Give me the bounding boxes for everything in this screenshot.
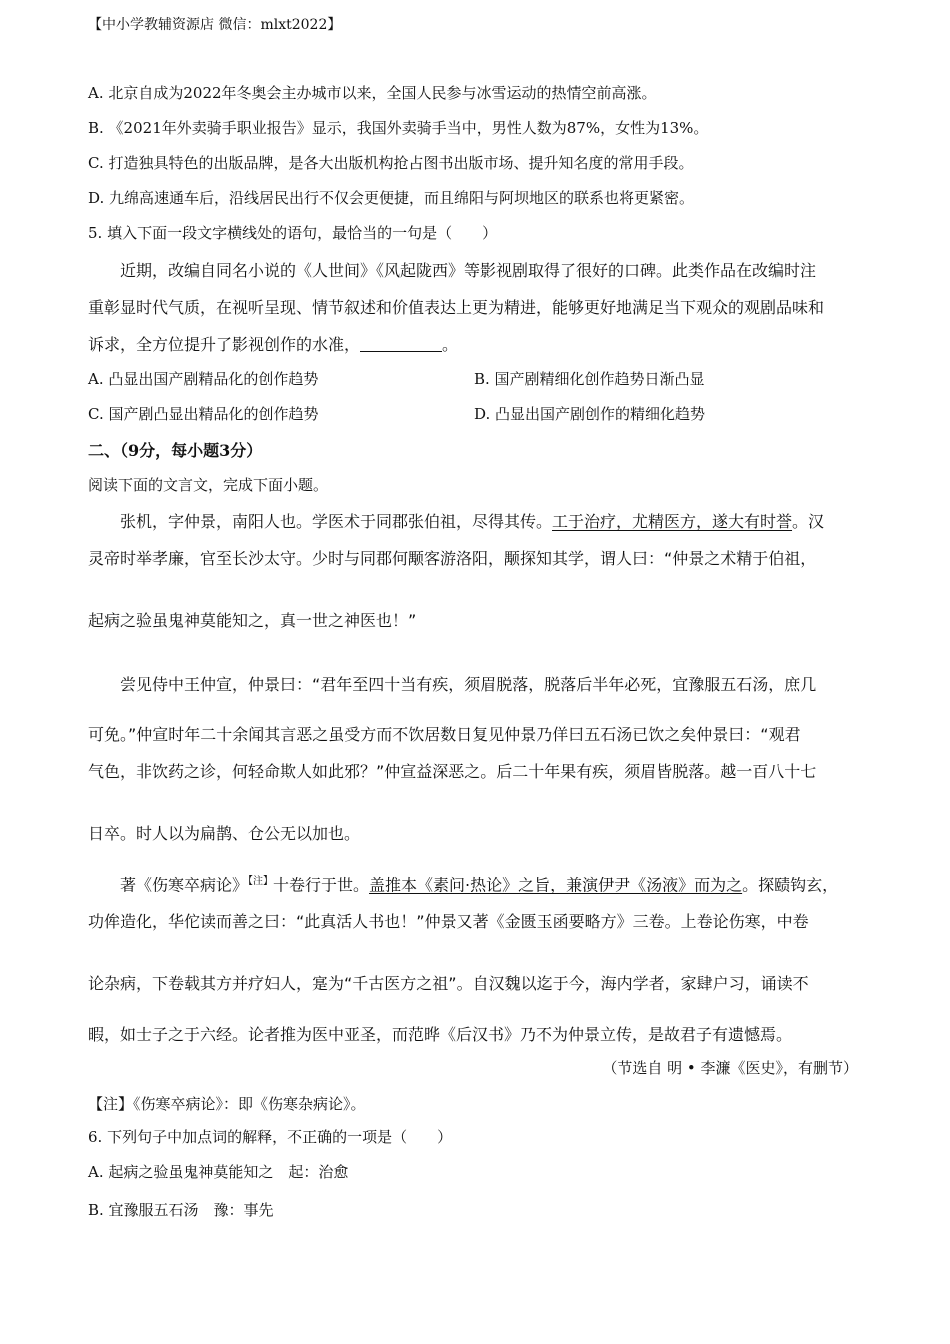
passage-text: 著《伤寒卒病论》 [120, 875, 249, 895]
underlined-sentence: 盖推本《素问·热论》之旨，兼演伊尹《汤液》而为之 [369, 875, 743, 895]
q4-option-a: A. 北京自成为2022年冬奥会主办城市以来，全国人民参与冰雪运动的热情空前高涨。 [88, 84, 657, 102]
passage-line: 功侔造化，华佗读而善之曰：“此真活人书也！”仲景又著《金匮玉函要略方》三卷。上卷论伤寒，中卷 [88, 912, 809, 931]
passage-line [120, 872, 838, 895]
passage-line: 气色，非饮药之诊，何轻命欺人如此邪？”仲宣益深恶之。后二十年果有疾，须眉皆脱落。越一百八十七 [88, 762, 817, 781]
passage-line: 可免。”仲宣时年二十余闻其言恶之虽受方而不饮居数日复见仲景乃佯曰五石汤已饮之矣仲景曰：“观君 [88, 725, 801, 744]
underlined-sentence: 工于治疗，尤精医方，遂大有时誉 [552, 512, 793, 531]
q4-option-b: B. 《2021年外卖骑手职业报告》显示，我国外卖骑手当中，男性人数为87%，女性为13%。 [88, 119, 709, 137]
passage-line: 论杂病，下卷载其方并疗妇人，寔为“千古医方之祖”。自汉魏以迄于今，海内学者，家肆户习，诵读不 [88, 974, 809, 993]
passage-text: 。汉 [792, 512, 825, 531]
q5-option-d: D. 凸显出国产剧创作的精细化趋势 [474, 405, 706, 423]
passage-line: 灵帝时举孝廉，官至长沙太守。少时与同郡何颙客游洛阳，颙探知其学，谓人曰：“仲景之术精于伯祖， [88, 549, 817, 568]
passage-line: 尝见侍中王仲宣，仲景曰：“君年至四十当有疾，须眉脱落，脱落后半年必死，宜豫服五石汤，庶几 [120, 675, 817, 694]
q5-stem: 5. 填入下面一段文字横线处的语句，最恰当的一句是（ ） [88, 224, 498, 242]
q6-option-b: B. 宜豫服五石汤 豫：事先 [88, 1201, 274, 1219]
q5-option-c: C. 国产剧凸显出精品化的创作趋势 [88, 405, 319, 423]
note-marker: 【注】 [248, 876, 274, 887]
q6-option-a: A. 起病之验虽鬼神莫能知之 起：治愈 [88, 1163, 349, 1181]
q5-paragraph-line [88, 332, 458, 355]
section-instruction: 阅读下面的文言文，完成下面小题。 [88, 476, 329, 494]
q5-paragraph-end: 。 [442, 335, 459, 354]
page-header: 【中小学教辅资源店 微信：mlxt2022】 [88, 17, 342, 33]
q5-option-a: A. 凸显出国产剧精品化的创作趋势 [88, 370, 319, 388]
q5-paragraph-text: 诉求，全方位提升了影视创作的水准， [88, 335, 361, 354]
q5-paragraph-line: 重彰显时代气质，在视听呈现、情节叙述和价值表达上更为精进，能够更好地满足当下观众的观剧品味和 [88, 298, 825, 317]
passage-line: 日卒。时人以为扁鹊、仓公无以加也。 [88, 824, 361, 843]
passage-line [120, 509, 824, 532]
q5-option-b: B. 国产剧精细化创作趋势日渐凸显 [474, 370, 705, 388]
passage-text: 。探赜钩玄， [742, 875, 839, 895]
section-title: 二、（9分，每小题3分） [88, 441, 263, 460]
q4-option-d: D. 九绵高速通车后，沿线居民出行不仅会更便捷，而且绵阳与阿坝地区的联系也将更紧密。 [88, 189, 695, 207]
passage-source: （节选自 明 • 李濂《医史》，有删节） [602, 1059, 858, 1077]
passage-line: 起病之验虽鬼神莫能知之，真一世之神医也！” [88, 611, 417, 630]
q5-paragraph-line: 近期，改编自同名小说的《人世间》《风起陇西》等影视剧取得了很好的口碑。此类作品在改编时注 [120, 261, 817, 280]
passage-line: 暇，如士子之于六经。论者推为医中亚圣，而范晔《后汉书》乃不为仲景立传，是故君子有遗憾焉。 [88, 1025, 793, 1044]
passage-text: 十卷行于世。 [273, 875, 370, 895]
q4-option-c: C. 打造独具特色的出版品牌，是各大出版机构抢占图书出版市场、提升知名度的常用手段。 [88, 154, 694, 172]
passage-text: 张机，字仲景，南阳人也。学医术于同郡张伯祖，尽得其传。 [120, 512, 553, 531]
footnote: 【注】《伤寒卒病论》：即《伤寒杂病论》。 [88, 1095, 366, 1113]
answer-blank [360, 337, 442, 352]
q6-stem: 6. 下列句子中加点词的解释，不正确的一项是（ ） [88, 1128, 453, 1146]
